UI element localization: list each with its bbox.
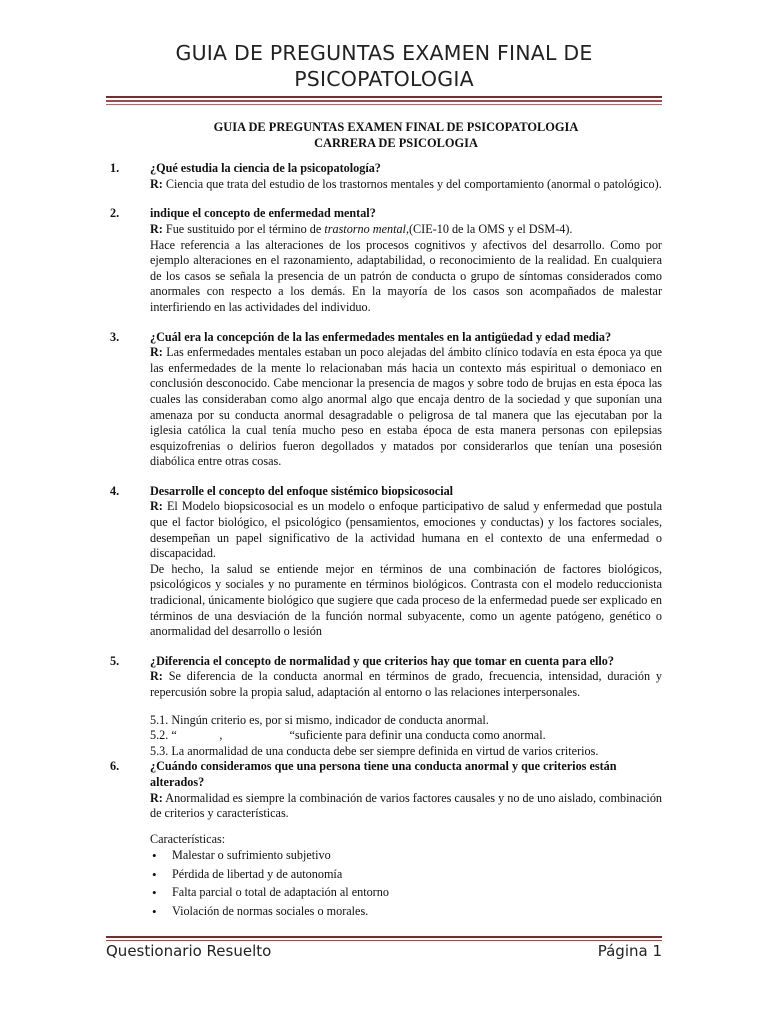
characteristics-list (150, 847, 662, 920)
question-number: 4. (110, 483, 120, 498)
answer-prefix: R: (150, 176, 163, 191)
question-text: ¿Cuándo consideramos que una persona tiene una conducta anormal y que criterios están alterados? (150, 759, 617, 789)
answer-text (150, 345, 662, 470)
page-header (0, 40, 768, 92)
title-line-1: GUIA DE PREGUNTAS EXAMEN FINAL DE PSICOPATOLOGIA (213, 120, 579, 134)
header-divider (106, 100, 662, 102)
answer-body-end: ,(CIE-10 de la OMS y el DSM-4). (405, 221, 573, 236)
answer-paragraph: Hace referencia a las alteraciones de los procesos cognitivos y afectivos del desarrollo. Como por ejemplo alteraciones en el razonamiento, adaptabilidad, o reconocimiento de la realidad. En cualquiera de los casos se señala la presencia de un patrón de conducta o grupo de síntomas considerados como anormales con respecto a los demás. En la mayoría de los casos son acompañados de malestar interfiriendo en las actividades del individuo. (150, 237, 662, 314)
answer-prefix: R: (150, 345, 163, 360)
answer-paragraph: De hecho, la salud se entiende mejor en términos de una combinación de factores biológicos, psicológicos y sociales y no puramente en términos biológicos. Contrasta con el modelo reduccionista tradicional, únicamente biológico que sugiere que cada proceso de la enfermedad puede ser explicado en términos de una desviación de la función normal subyacente, como un agente patógeno, genético o anormalidad del desarrollo o lesión (150, 561, 662, 639)
page-number: Página 1 (597, 942, 662, 960)
characteristics-label: Características: (150, 831, 226, 846)
answer-prefix: R: (150, 790, 163, 805)
answer-body: El Modelo biopsicosocial es un modelo o enfoque participativo de salud y enfermedad que postula que el factor biológico, el psicológico (pensamientos, emociones y conductas) y los factores sociales, desempeñan un papel significativo de la actividad humana en el contexto de una enfermedad o discapacidad. (150, 499, 662, 561)
question-item (110, 653, 663, 760)
criteria-item: 5.2. “ , “suficiente para definir una conducta como anormal. (150, 728, 546, 743)
title-line-2: CARRERA DE PSICOLOGIA (314, 135, 478, 150)
list-item: • Falta parcial o total de adaptación al entorno (150, 884, 662, 901)
header-line-1: GUIA DE PREGUNTAS EXAMEN FINAL DE (175, 41, 593, 65)
answer-text (150, 222, 662, 238)
criteria-item: 5.1. Ningún criterio es, por si mismo, indicador de conducta anormal. (150, 712, 489, 727)
answer-body: Se diferencia de la conducta anormal en términos de grado, frecuencia, intensidad, duración y repercusión sobre la propia salud, adaptación al entorno o las relaciones interpersonales. (150, 669, 663, 699)
answer-prefix: R: (150, 669, 163, 684)
question-number: 1. (110, 161, 120, 176)
question-item (110, 329, 663, 470)
question-text: ¿Cuál era la concepción de la las enfermedades mentales en la antigüedad y edad media? (150, 329, 612, 344)
question-number: 5. (110, 653, 120, 668)
question-text: indique el concepto de enfermedad mental? (150, 206, 376, 221)
answer-body: Las enfermedades mentales estaban un poco alejadas del ámbito clínico todavía en esta época ya que las enfermedades de la mente lo relacionaban más hacia un contexto más espiritual o demoniaco en conclusión desconocido. Cabe mencionar la presencia de magos y sobre todo de brujas en esta época las cuales las consideraban como algo anormal algo que encaja dentro de la sociedad y que suponían una amenaza por su conducta anormal desagradable o peligrosa de tal manera que las ejecutaban por la iglesia católica la cual tenía mucho peso en estaba época de esta manera personas con epilepsias esquizofrenias o delirios fueron degollados y matados por considerarlos que tenían una posesión diabólica entre otras cosas. (150, 345, 663, 469)
answer-text (150, 791, 662, 822)
header-divider (106, 104, 662, 105)
footer-divider (106, 940, 662, 941)
question-number: 2. (110, 206, 120, 221)
question-item (110, 483, 662, 640)
question-number: 6. (110, 759, 120, 774)
list-item: • Pérdida de libertad y de autonomía (150, 866, 662, 883)
header-divider (106, 96, 662, 98)
answer-text (150, 177, 662, 193)
answer-text (150, 669, 662, 700)
answer-body: Fue sustituido por el término de (165, 221, 325, 236)
answer-body: Ciencia que trata del estudio de los trastornos mentales y del comportamiento (anormal o patológico). (165, 176, 662, 191)
question-text: Desarrolle el concepto del enfoque sistémico biopsicosocial (150, 483, 454, 498)
footer-divider (106, 936, 662, 938)
document-title (130, 120, 662, 151)
document-body (110, 120, 663, 934)
question-item (110, 161, 662, 192)
header-line-2: PSICOPATOLOGIA (294, 67, 474, 91)
question-text: ¿Qué estudia la ciencia de la psicopatología? (150, 161, 381, 176)
footer-label: Questionario Resuelto (106, 942, 272, 960)
question-item (110, 206, 662, 315)
answer-prefix: R: (150, 221, 163, 236)
criteria-item: 5.3. La anormalidad de una conducta debe ser siempre definida en virtud de varios criterios. (150, 743, 599, 758)
list-item: • Violación de normas sociales o morales. (150, 903, 662, 920)
answer-italic: trastorno mental (324, 221, 406, 236)
answer-prefix: R: (150, 499, 163, 514)
question-item (110, 759, 663, 919)
answer-text (150, 499, 662, 561)
list-item: • Malestar o sufrimiento subjetivo (150, 847, 662, 864)
question-number: 3. (110, 329, 120, 344)
criteria-list (150, 713, 662, 760)
answer-body: Anormalidad es siempre la combinación de varios factores causales y no de uno aislado, combinación de criterios y características. (150, 790, 663, 821)
question-text: ¿Diferencia el concepto de normalidad y que criterios hay que tomar en cuenta para ello? (150, 653, 614, 668)
